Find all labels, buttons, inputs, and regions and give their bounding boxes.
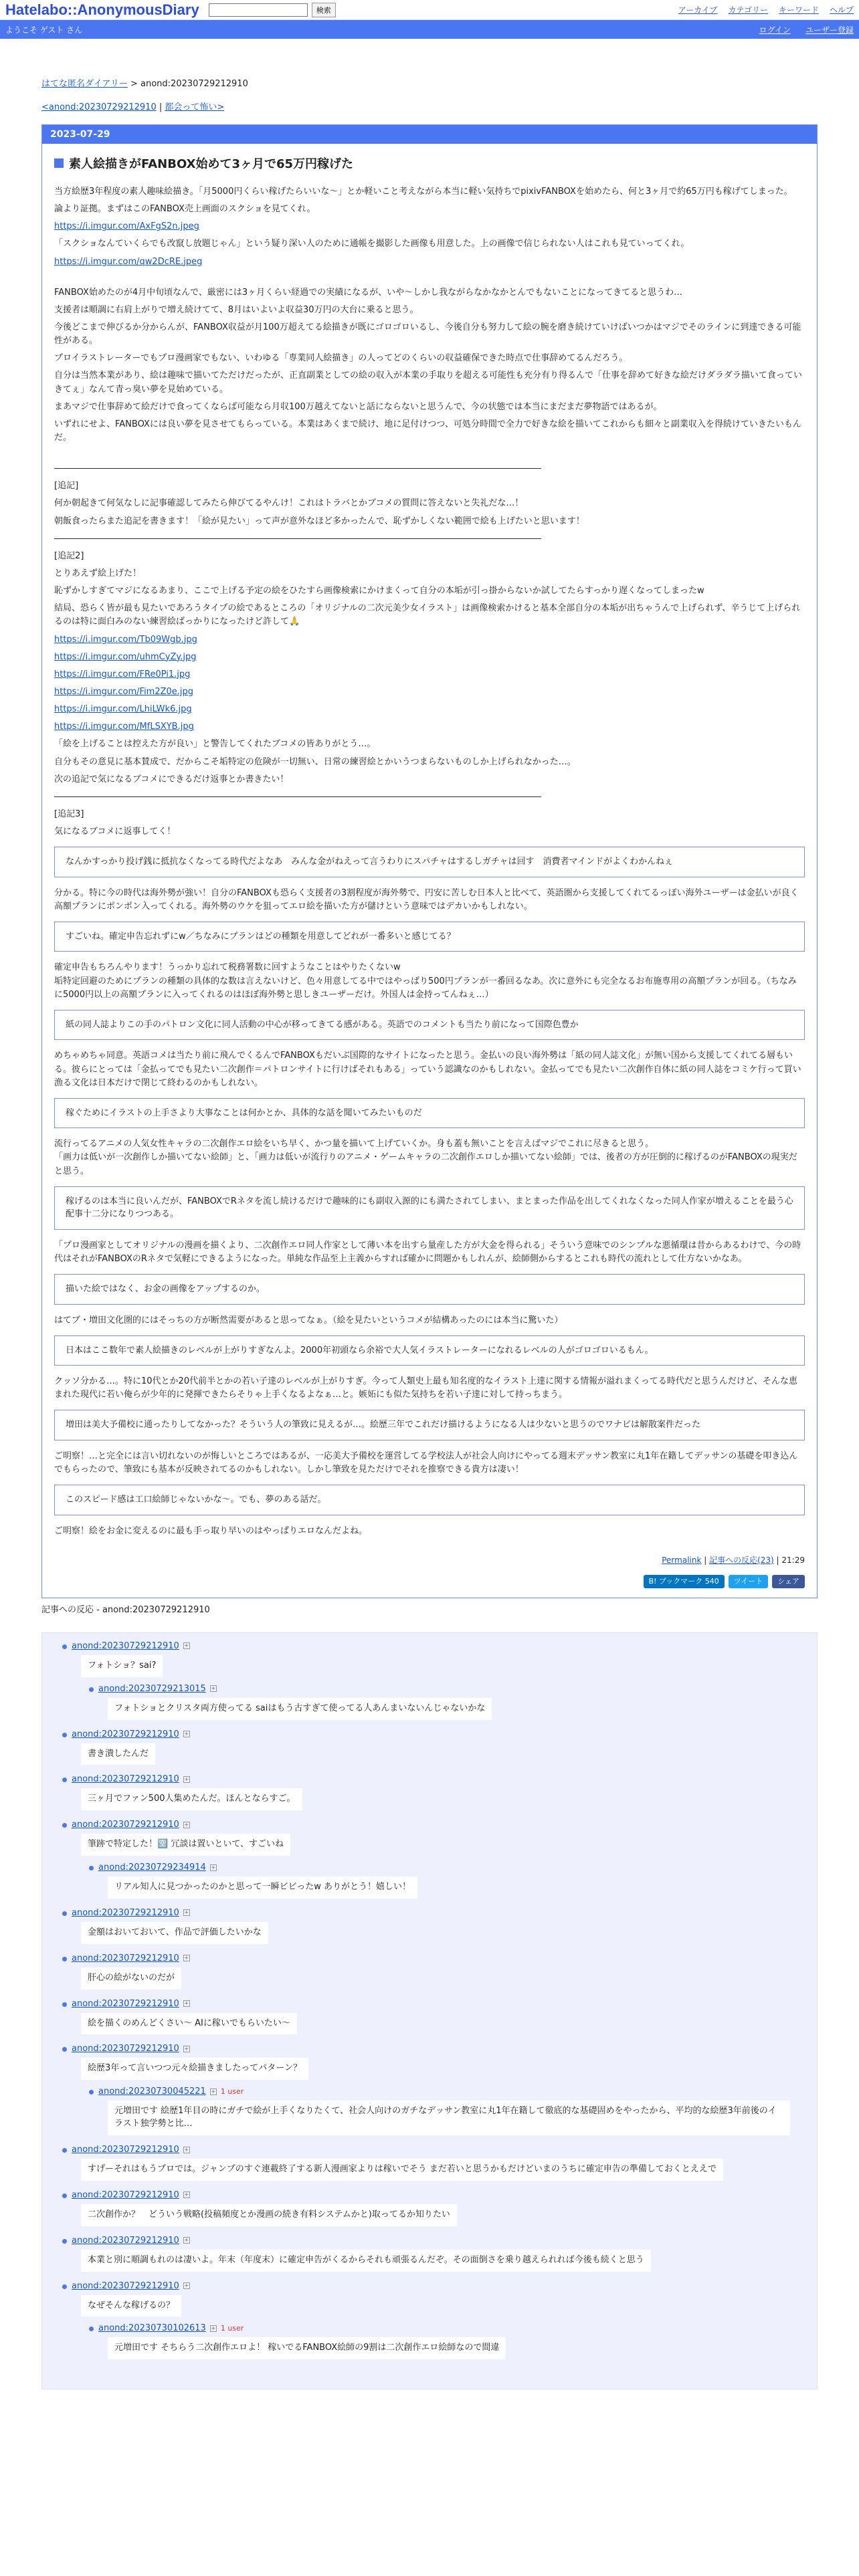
blank-line (54, 449, 805, 462)
entry-paragraph: 「スクショなんていくらでも改竄し放題じゃん」という疑り深い人のために通帳を撮影した画像も用意した。上の画像で信じられない人はこれも見ていってくれ。 (54, 239, 690, 249)
image-link (54, 668, 805, 681)
entry-paragraph: [追記] (54, 481, 79, 492)
image-link (54, 685, 805, 699)
toggle-icon[interactable]: + (184, 1821, 189, 1828)
toggle-icon[interactable]: + (184, 1731, 189, 1737)
share-buttons (54, 1575, 805, 1588)
reply-paragraph: 流行ってるアニメの人気女性キャラの二次創作エロ絵をいち早く、かつ量を描いて上げていくか。身も蓋も無いことを言えばマジでこれに尽きると思う。 「画力は低いが一次創作しか描いてない絵師」と、「画力は低いが流行りのアニメ・ゲームキャラの二次創作エロしか描いてない絵師」では、後者の方が圧倒的に稼げるのがFANBOXの現実だと思う。 (54, 1139, 797, 1176)
search-input[interactable] (209, 3, 308, 17)
reaction-header (72, 1774, 817, 1784)
reply-paragraph: ご明察！…と完全には言い切れないのが悔しいところではあるが、一応美大予備校を運営してる学校法人が社会人向けにやってる週末デッサン教室に丸1年在籍してデッサンの基礎を叩き込んでもらったので、筆致にも基本が反映されてるのかもしれない。しかし筆致を見ただけでそれを推察できる貴方は凄い！ (54, 1451, 798, 1475)
reaction-link[interactable]: anond:20230729212910 (72, 2189, 179, 2200)
entry-paragraph: 何か朝起きて何気なしに記事確認してみたら伸びてるやんけ！これはトラバとかブコメの質問に答えないと失礼だな…！ (54, 498, 524, 509)
reaction-item (72, 2236, 817, 2272)
reaction-item (98, 1862, 817, 1899)
reaction-link[interactable]: anond:20230729212910 (72, 1998, 179, 2009)
reaction-item (72, 1641, 817, 1720)
permalink-link[interactable]: Permalink (662, 1555, 702, 1565)
bullet-icon (62, 2002, 67, 2007)
toggle-icon[interactable]: + (184, 2282, 189, 2289)
entry-text (54, 185, 805, 839)
bullet-icon (62, 2193, 67, 2198)
breadcrumb-current: anond:20230729212910 (140, 79, 248, 89)
nav-help[interactable]: ヘルプ (829, 5, 854, 15)
reaction-header (72, 1641, 817, 1651)
entry-nav-separator: | (156, 102, 165, 112)
reaction-item (72, 1820, 817, 1899)
entry-paragraph: 朝飯食ったらまた追記を書きます！「絵が見たい」って声が意外なほど多かったんで、恥ずかしくない範囲で絵も上げたいと思います！ (54, 516, 585, 526)
image-link (54, 703, 805, 716)
reaction-item (72, 1774, 817, 1810)
reaction-header (72, 1953, 817, 1963)
toggle-icon[interactable]: + (184, 2146, 189, 2153)
image-link-anchor[interactable]: https://i.imgur.com/Fim2Z0e.jpg (54, 686, 194, 697)
nav-keyword[interactable]: キーワード (778, 5, 819, 15)
entry-paragraph: ―――――――――――――――――――――――――――――――――――――――――――――――――――――――― (54, 791, 541, 802)
search-form (209, 3, 336, 17)
reply-paragraph: はてブ・増田文化圏的にはそっちの方が断然需要があると思ってなぁ。（絵を見たいというコメが結構あったのには本当に驚いた） (54, 1315, 563, 1325)
bullet-icon (89, 1687, 94, 1692)
entry-paragraph: とりあえず絵上げた！ (54, 568, 142, 578)
reaction-link[interactable]: anond:20230729212910 (72, 1729, 179, 1739)
reaction-text: フォトショ？sai? (81, 1655, 163, 1677)
reaction-text: 絵歴3年って言いつつ元々絵描きましたってパターン？ (81, 2058, 308, 2080)
quoted-bookmark-comment: 日本はここ数年で素人絵描きのレベルが上がりすぎなんよ。2000年初頭なら余裕で大人気イラストレーターになれるレベルの人がゴロゴロいるもん。 (54, 1335, 805, 1366)
reaction-item (72, 1729, 817, 1765)
prev-entry-link[interactable]: <anond:20230729212910 (41, 102, 157, 112)
image-link-anchor[interactable]: https://i.imgur.com/Tb09Wgb.jpg (54, 634, 197, 645)
site-logo[interactable]: Hatelabo::AnonymousDiary (5, 1, 199, 18)
reaction-header (98, 2323, 817, 2333)
reaction-header (72, 2236, 817, 2246)
reply-paragraph: 確定申告もちろんやります！うっかり忘れて税務署数に回すようなことはやりたくないw 垢特定回避のためにプランの種類の具体的な数は言えないけど、色々用意してる中ではやっぱり500円プランが一番回るなあ。次に意外にも完全なるお布施専用の高額プランが回る。（ちなみに5000円以上の高額プランに入ってくれるのはほぼ海外勢と思しきユーザーだけ。外国人は金持ってんねぇ…） (54, 962, 797, 1000)
reactions-tree (42, 1633, 817, 2389)
image-link-anchor[interactable]: https://i.imgur.com/FRe0Pi1.jpg (54, 669, 191, 679)
bullet-icon (89, 2327, 94, 2331)
reactions-heading: 記事への反応 - anond:20230729212910 (41, 1598, 818, 1619)
entry-paragraph: 恥ずかしすぎてマジになるあまり、ここで上げる予定の絵をひたすら画像検索にかけまくって自分の本垢が引っ掛からないか試してたらすっかり遅くなってしまったw (54, 586, 704, 597)
footer-separator: | (773, 1555, 782, 1565)
bullet-icon (89, 1866, 94, 1870)
bullet-icon (62, 2047, 67, 2052)
quoted-bookmark-comment: 描いた絵ではなく、お金の画像をアップするのか。 (54, 1274, 805, 1305)
toggle-icon[interactable]: + (211, 2325, 216, 2331)
image-link-anchor[interactable]: https://i.imgur.com/AxFgS2n.jpeg (54, 221, 199, 232)
bullet-icon (62, 1823, 67, 1828)
toggle-icon[interactable]: + (184, 2237, 189, 2244)
reaction-item (72, 2044, 817, 2135)
entry-time: 21:29 (781, 1555, 805, 1565)
entry-paragraph: 次の追記で気になるブコメにできるだけ返事とか書きたい！ (54, 774, 289, 784)
reaction-text: なぜそんな稼げるの？ (81, 2295, 181, 2317)
top-nav (678, 4, 854, 15)
toggle-icon[interactable]: + (184, 1776, 189, 1782)
entry-paragraph: 自分もその意見に基本賛成で、だからこそ垢特定の危険が一切無い、日常の練習絵とかいうつまらないものしか上げられなかった…。 (54, 756, 576, 767)
entry-paragraph: FANBOX始めたのが4月中旬頃なんで、厳密には3ヶ月くらい経過での実績になるが、いや〜しかし我ながらなかなかとんでもないことになってきてると思うわ… (54, 287, 683, 298)
image-link (54, 255, 805, 269)
reaction-item (72, 2145, 817, 2181)
register-link[interactable]: ユーザー登録 (805, 25, 854, 35)
reaction-header (72, 1729, 817, 1739)
entry-paragraph: まあマジで仕事辞めて絵だけで食ってくならば可能なら月収100万越えてないと話にならないと思うんで、今の状態では本当にまだまだ夢物語ではあるが。 (54, 401, 662, 412)
bullet-icon (62, 1911, 67, 1916)
next-entry-link[interactable]: 都会って怖い> (165, 102, 225, 112)
diary-entry (41, 124, 818, 1598)
image-link (54, 651, 805, 664)
reaction-link[interactable]: anond:20230729213015 (98, 1683, 206, 1694)
reaction-header (72, 2044, 817, 2054)
breadcrumb-separator: > (127, 79, 141, 89)
entry-paragraph: プロイラストレーターでもプロ漫画家でもない、いわゆる「専業同人絵描き」の人ってどのくらいの収益確保できた時点で仕事辞めてるんだろう。 (54, 353, 628, 364)
breadcrumb-home[interactable]: はてな匿名ダイアリー (41, 79, 128, 89)
reply-paragraph: 「プロ漫画家としてオリジナルの漫画を描くより、二次創作エロ同人作家として薄い本を出すら量産した方が大金を得られる」そういう意味でのシンプルな悪循環は昔からあるわけで、今の時代はそれがFANBOXのRネタで気軽にできるようになった。単純な作品至上主義からすれば確かに問題かもしれんが、絵師側からするとこれも時代の流れとして仕方ないかなあ。 (54, 1240, 801, 1264)
entry-paragraph: ―――――――――――――――――――――――――――――――――――――――――――――――――――――――― (54, 533, 541, 544)
quoted-bookmark-comment: すごいね。確定申告忘れずにw／ちなみにプランはどの種類を用意してどれが一番多いと感じてる？ (54, 922, 805, 952)
reaction-link[interactable]: anond:20230729212910 (72, 1774, 179, 1785)
bullet-icon (62, 2239, 67, 2244)
title-square-icon (54, 158, 64, 168)
entry-nav (41, 100, 818, 112)
entry-paragraph: 結局、恐らく皆が最も見たいであろうタイプの絵であるところの「オリジナルの二次元美少女イラスト」は画像検索かけると基本全部自分の本垢が出ちゃうんで上げられず、辛うじて上げられるのは特に面白みのない練習絵ばっかりになったけど許して🙏 (54, 603, 801, 627)
reaction-item (98, 1684, 817, 1720)
reaction-link[interactable]: anond:20230729212910 (72, 1640, 179, 1651)
reaction-header (72, 2145, 817, 2155)
top-bar (0, 0, 859, 20)
reaction-text: 三ヶ月でファン500人集めたんだ。ほんとならすご。 (81, 1788, 302, 1810)
entry-title-text[interactable]: 素人絵描きがFANBOX始めて3ヶ月で65万円稼げた (69, 157, 354, 171)
reaction-header (98, 1862, 817, 1872)
image-link (54, 633, 805, 647)
reaction-text: 書き潰したんだ (81, 1743, 155, 1765)
user-count[interactable]: 1 user (220, 2324, 244, 2333)
reaction-item (72, 1908, 817, 1944)
image-link-anchor[interactable]: https://i.imgur.com/qw2DcRE.jpeg (54, 256, 203, 267)
entry-paragraph: 気になるブコメに返事してく！ (54, 827, 176, 837)
quoted-bookmark-comment: 稼ぐためにイラストの上手さより大事なことは何かとか、具体的な話を聞いてみたいものだ (54, 1098, 805, 1129)
breadcrumb (41, 76, 818, 89)
bullet-icon (89, 2090, 94, 2095)
bullet-icon (62, 2284, 67, 2289)
reaction-header (98, 2086, 817, 2097)
reaction-text: 金額はおいておいて、作品で評価したいかな (81, 1922, 268, 1944)
reaction-text: 元増田です そちらう二次創作エロよ！ 稼いでるFANBOX絵師の9割は二次創作エロ絵師なので間違 (108, 2337, 506, 2359)
bullet-icon (62, 1733, 67, 1737)
image-link (54, 220, 805, 233)
reaction-link[interactable]: anond:20230729212910 (72, 2235, 179, 2246)
reaction-header (72, 1999, 817, 2009)
reactions-link[interactable]: 記事への反応(23) (709, 1555, 774, 1565)
quoted-bookmark-comment: このスピード感は工口絵師じゃないかな～。でも、夢のある話だ。 (54, 1485, 805, 1515)
quoted-bookmark-comment: 増田は美大予備校に通ったりしてなかった？そういう人の筆致に見えるが…。絵歴三年でこれだけ描けるようになる人は少ないと思うのでワナビは解散案件だった (54, 1410, 805, 1440)
reaction-text: すげーそれはもうプロでは。ジャンプのすぐ連載終了する新人漫画家よりは稼いでそう まだ若いと思うかもだけどいまのうちに確定申告の準備しておくとええで (81, 2159, 723, 2181)
footer-separator: | (701, 1555, 710, 1565)
tweet-button[interactable]: ツイート (729, 1575, 768, 1588)
user-count[interactable]: 1 user (220, 2087, 244, 2097)
quoted-bookmark-comment: なんかすっかり投げ銭に抵抗なくなってる時代だよなあ みんな金がねえって言うわりにスパチャはするしガチャは回す 消費者マインドがよくわかんねぇ (54, 847, 805, 877)
nav-archive[interactable]: アーカイブ (678, 5, 718, 15)
entry-paragraph: 当方絵歴3年程度の素人趣味絵描き。「月5000円くらい稼げたらいいな〜」とか軽いこと考えながら本当に軽い気持ちでpixivFANBOXを始めたら、何と3ヶ月で約65万円も稼げてしまった。 (54, 187, 793, 197)
bullet-icon (62, 1778, 67, 1782)
quoted-bookmark-comment: 紙の同人誌よりこの手のパトロン文化に同人活動の中心が移ってきてる感がある。英語でのコメントも当たり前になって国際色豊か (54, 1010, 805, 1041)
entry-paragraph: ―――――――――――――――――――――――――――――――――――――――――――――――――――――――― (54, 463, 541, 474)
reaction-header (72, 1908, 817, 1918)
reaction-text: リアル知人に見つかったのかと思って一瞬ビビったw ありがとう！嬉しい！ (108, 1876, 417, 1899)
reactions-panel (41, 1632, 818, 2389)
reaction-header (72, 2281, 817, 2291)
image-link-anchor[interactable]: https://i.imgur.com/MfLSXYB.jpg (54, 722, 194, 732)
qa-section (54, 847, 805, 1538)
entry-paragraph: [追記2] (54, 550, 84, 561)
reaction-text: 筆跡で特定した！🈳 冗談は置いといて、すごいね (81, 1834, 290, 1856)
image-link-anchor[interactable]: https://i.imgur.com/uhmCyZy.jpg (54, 651, 197, 662)
entry-paragraph: いずれにせよ、FANBOXには良い夢を見させてもらっている。本業はあくまで続け、地に足付けつつ、可処分時間で全力で好きな絵を描いてこれからも細々と副業収入を得続けていきたいもんだ。 (54, 419, 801, 443)
toggle-icon[interactable]: + (211, 1685, 216, 1692)
reaction-text: 元増田です 絵歴1年目の時にガチで絵が上手くなりたくて、社会人向けのガチなデッサン教室に丸1年在籍して徹底的な基礎固めをやったから、平均的な絵歴3年前後のイラスト独学勢と比… (108, 2101, 790, 2135)
search-button[interactable]: 検索 (312, 3, 336, 17)
reaction-link[interactable]: anond:20230729212910 (72, 2280, 179, 2291)
image-link-anchor[interactable]: https://i.imgur.com/LhiLWk6.jpg (54, 704, 192, 715)
reaction-item (98, 2086, 817, 2135)
user-bar (0, 20, 859, 39)
entry-paragraph: 「絵を上げることは控えた方が良い」と警告してくれたブコメの皆ありがとう…。 (54, 739, 376, 750)
toggle-icon[interactable]: + (211, 2088, 216, 2095)
entry-title (54, 154, 805, 172)
nav-category[interactable]: カテゴリー (728, 5, 768, 15)
toggle-icon[interactable]: + (184, 1909, 189, 1916)
toggle-icon[interactable]: + (184, 1642, 189, 1649)
entry-paragraph: 支援者は順調に右肩上がりで増え続けてて、8月はいよいよ収益30万円の大台に乗ると思う。 (54, 304, 419, 315)
reaction-link[interactable]: anond:20230729212910 (72, 2044, 179, 2054)
reaction-text: 二次創作か？ どういう戦略(投稿頻度とか漫画の続き有料システムかと)取ってるか知りたい (81, 2204, 457, 2226)
reply-paragraph: 分かる。特に今の時代は海外勢が強い！自分のFANBOXも恐らく支援者の3割程度が海外勢で、円安に苦しむ日本人と比べて、英語圏から支援してくれてるっぽい海外ユーザーは金払いが良く高額プランにポンポン入ってくれる。海外勢のウケを狙ってエロ絵を描いた方が儲けという意味ではデカいかもしれない。 (54, 887, 799, 911)
facebook-share-button[interactable]: シェア (772, 1575, 805, 1588)
reaction-text: フォトショとクリスタ両方使ってる saiはもう古すぎて使ってる人あんまいないんじゃないかな (108, 1698, 492, 1720)
reaction-text: 本業と別に順調もれのは凄いよ。年末（年度末）に確定申告がくるからそれも頑張るんだぞ。その面倒さを乗り越えられれば今後も続くと思う (81, 2250, 651, 2272)
reaction-link[interactable]: anond:20230729234914 (98, 1862, 206, 1873)
bullet-icon (62, 1957, 67, 1961)
quoted-bookmark-comment: 稼げるのは本当に良いんだが、FANBOXでRネタを流し続けるだけで趣味的にも副収入源的にも満たされてしまい、まとまった作品を出してくれなくなった同人作家が増えることを最う心配事十二分になりつつある。 (54, 1186, 805, 1230)
blank-line (54, 273, 805, 286)
reaction-item (98, 2323, 817, 2359)
reaction-text: 絵を描くのめんどくさい～ AIに稼いでもらいたい～ (81, 2013, 297, 2035)
reaction-text: 肝心の絵がないのだが (81, 1967, 181, 1990)
entry-paragraph: 論より証拠。まずはこのFANBOX売上画面のスクショを見てくれ。 (54, 204, 316, 215)
reaction-link[interactable]: anond:20230729212910 (72, 1820, 179, 1830)
reaction-item (72, 1953, 817, 1990)
hatena-bookmark-button[interactable]: B! ブックマーク 540 (644, 1575, 725, 1588)
reaction-header (72, 2190, 817, 2200)
reaction-link[interactable]: anond:20230730045221 (98, 2086, 206, 2097)
reply-paragraph: ご明察！絵をお金に変えるのに最も手っ取り早いのはやっぱりエロなんだよね。 (54, 1525, 368, 1536)
entry-footer (54, 1554, 805, 1566)
reply-paragraph: めちゃめちゃ同意。英語コメは当たり前に飛んでくるんでFANBOXもだいぶ国際的なサイトになったと思う。金払いの良い海外勢は「紙の同人誌文化」が無い国から支援してくれてる層もいる。彼らにとっては「金払ってでも見たい二次創作＝パトロンサイトに行けばそれもある」っていう認識なのかもしれない。金払ってでも見たい二次創作自体に紙の同人誌をコミケ行って買い漁る文化は日本だけで閉じて終わるのかもしれない。 (54, 1051, 801, 1088)
reaction-item (72, 1999, 817, 2035)
reaction-link[interactable]: anond:20230729212910 (72, 1953, 179, 1963)
entry-paragraph: 自分は当然本業があり、絵は趣味で描いてただけだったが、正直副業としての絵の収入が本業の手取りを超える可能性も充分有り得るんで「仕事を辞めて好きな絵だけダラダラ描いて食っていきてぇ」なんて青っ臭い夢を見始めている。 (54, 370, 802, 395)
toggle-icon[interactable]: + (184, 1955, 189, 1961)
reaction-link[interactable]: anond:20230730102613 (98, 2323, 206, 2334)
reaction-link[interactable]: anond:20230729212910 (72, 1907, 179, 1918)
toggle-icon[interactable]: + (184, 2045, 189, 2052)
entry-paragraph: [追記3] (54, 809, 84, 819)
reaction-item (72, 2281, 817, 2360)
toggle-icon[interactable]: + (184, 2000, 189, 2007)
login-link[interactable]: ログイン (759, 25, 791, 35)
reaction-item (72, 2190, 817, 2226)
bullet-icon (62, 1644, 67, 1649)
reaction-header (72, 1820, 817, 1830)
entry-paragraph: 今後どこまで伸びるか分からんが、FANBOX収益が月100万超えてる絵描きが既にゴロゴロいるし、今後自分も努力して絵の腕を磨き続けていけばいつかはマジでそのラインに到達できる可能性がある。 (54, 322, 801, 346)
image-link (54, 720, 805, 734)
reply-paragraph: クッソ分かる…。特に10代とか20代前半とかの若い子達のレベルが上がりすぎ。今って人類史上最も知名度的なイラスト上達に関する情報が溢れまくってる時代だと思うんだけど、そんな恵まれた現代に若い俺らが少年的に発揮できたらそりゃ上手くなるよなぁ…と。嫉妬にも似た気持ちを若い子達に対して持っちまう。 (54, 1376, 797, 1400)
reaction-link[interactable]: anond:20230729212910 (72, 2145, 179, 2155)
bullet-icon (62, 2148, 67, 2153)
reaction-header (98, 1684, 817, 1694)
toggle-icon[interactable]: + (211, 1864, 216, 1870)
welcome-text: ようこそ ゲスト さん (5, 25, 83, 35)
entry-date: 2023-07-29 (42, 125, 817, 144)
toggle-icon[interactable]: + (184, 2191, 189, 2198)
